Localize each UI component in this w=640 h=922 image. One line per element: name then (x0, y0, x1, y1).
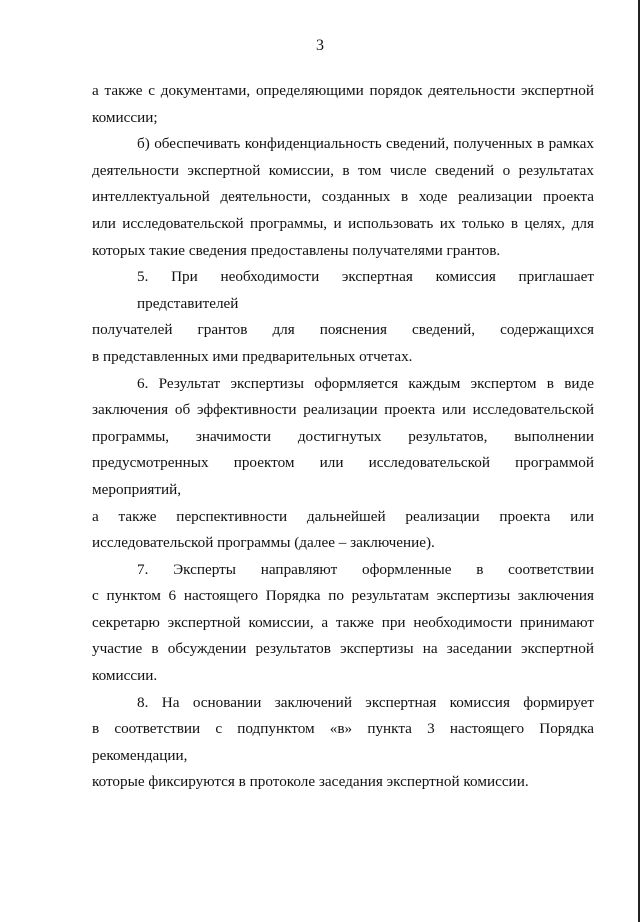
paragraph-p5 (92, 264, 594, 370)
text-line: заключения об эффективности реализации проекта или исследовательской (92, 401, 594, 419)
document-body (92, 78, 594, 796)
text-line: 6. Результат экспертизы оформляется каждым экспертом в виде (137, 374, 594, 392)
page-number: 3 (316, 37, 324, 54)
text-line: которых такие сведения предоставлены получателями грантов. (92, 241, 501, 259)
text-line: деятельности экспертной комиссии, в том числе сведений о результатах (92, 161, 594, 179)
text-line: исследовательской программы (далее – заключение). (92, 534, 435, 552)
paragraph-p6 (92, 371, 594, 557)
paragraph-p7 (92, 557, 594, 690)
text-line: которые фиксируются в протоколе заседания экспертной комиссии. (92, 773, 529, 791)
text-line: 7. Эксперты направляют оформленные в соответствии (137, 560, 594, 578)
text-line: 5. При необходимости экспертная комиссия приглашает представителей (137, 268, 594, 312)
text-line: с пунктом 6 настоящего Порядка по результатам экспертизы заключения (92, 587, 594, 605)
text-line: в представленных ими предварительных отчетах. (92, 347, 413, 365)
text-line: а также перспективности дальнейшей реализации проекта или (92, 507, 594, 525)
text-line: а также с документами, определяющими порядок деятельности экспертной (92, 82, 594, 99)
text-line: программы, значимости достигнутых результатов, выполнении (92, 427, 594, 445)
text-line: в соответствии с подпунктом «в» пункта 3 настоящего Порядка рекомендации, (92, 720, 594, 764)
paragraph-p8 (92, 690, 594, 796)
text-line: получателей грантов для пояснения сведений, содержащихся (92, 321, 594, 339)
text-line: предусмотренных проектом или исследовательской программой мероприятий, (92, 454, 594, 498)
paragraph-cont (92, 78, 594, 131)
text-line: или исследовательской программы, и использовать их только в целях, для (92, 214, 594, 232)
text-line: комиссии. (92, 667, 158, 685)
text-line: участие в обсуждении результатов экспертизы на заседании экспертной (92, 640, 594, 658)
text-line: 8. На основании заключений экспертная комиссия формирует (137, 693, 594, 711)
text-line: интеллектуальной деятельности, созданных в ходе реализации проекта (92, 188, 594, 206)
paragraph-b (92, 131, 594, 264)
text-line: секретарю экспертной комиссии, а также при необходимости принимают (92, 613, 594, 631)
text-line: комиссии; (92, 108, 158, 126)
text-line: б) обеспечивать конфиденциальность сведений, полученных в рамках (137, 135, 594, 153)
